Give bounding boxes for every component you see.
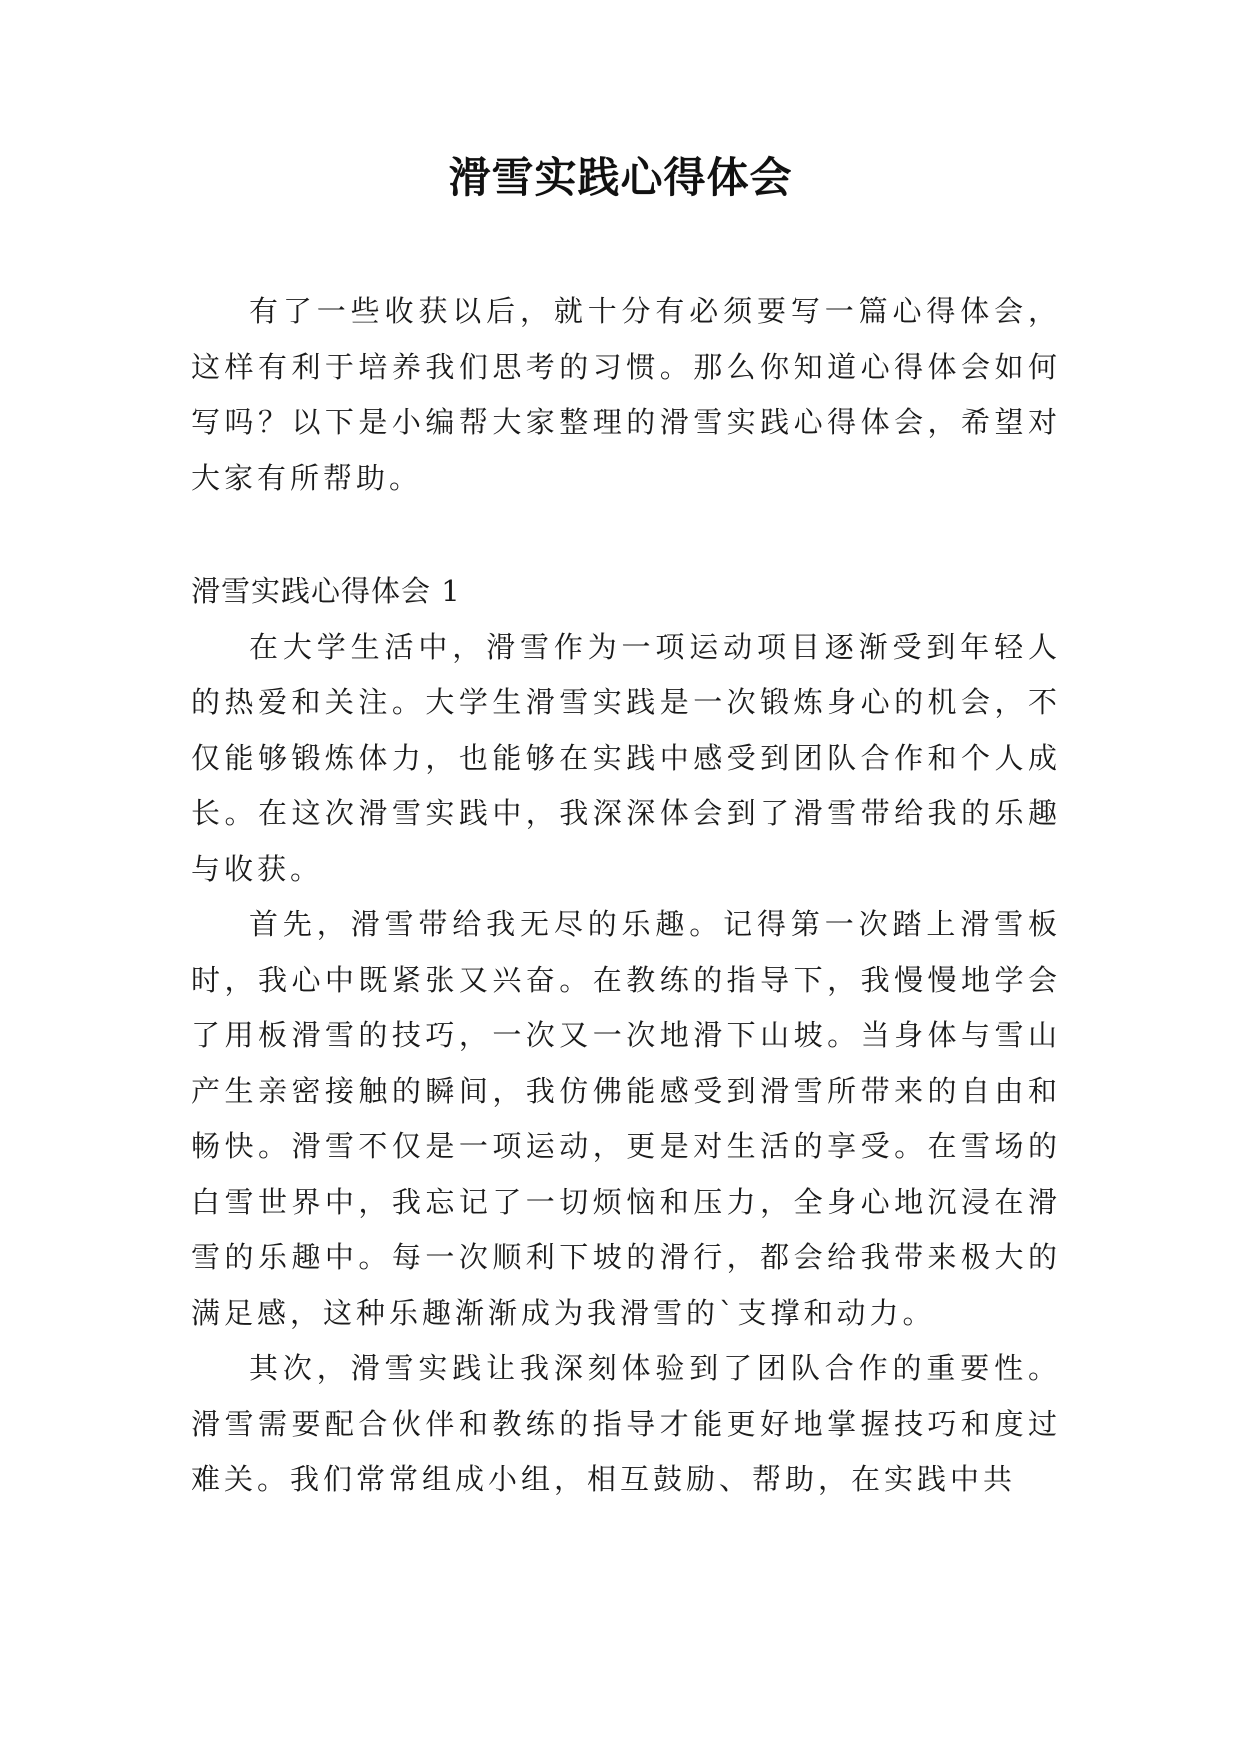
- section-heading: 滑雪实践心得体会 1: [191, 574, 461, 608]
- body-paragraph-3: 其次，滑雪实践让我深刻体验到了团队合作的重要性。滑雪需要配合伙伴和教练的指导才能更好地掌握技巧和度过难关。我们常常组成小组，相互鼓励、帮助，在实践中共: [191, 1351, 1061, 1496]
- body-paragraph-1: 在大学生活中，滑雪作为一项运动项目逐渐受到年轻人的热爱和关注。大学生滑雪实践是一次锻炼身心的机会，不仅能够锻炼体力，也能够在实践中感受到团队合作和个人成长。在这次滑雪实践中，我深深体会到了滑雪带给我的乐趣与收获。: [191, 629, 1061, 886]
- intro-paragraph: 有了一些收获以后，就十分有必须要写一篇心得体会，这样有利于培养我们思考的习惯。那么你知道心得体会如何写吗？以下是小编帮大家整理的滑雪实践心得体会，希望对大家有所帮助。: [191, 294, 1061, 495]
- document-title: 滑雪实践心得体会: [448, 153, 793, 202]
- body-paragraph-2: 首先，滑雪带给我无尽的乐趣。记得第一次踏上滑雪板时，我心中既紧张又兴奋。在教练的指导下，我慢慢地学会了用板滑雪的技巧，一次又一次地滑下山坡。当身体与雪山产生亲密接触的瞬间，我仿佛能感受到滑雪所带来的自由和畅快。滑雪不仅是一项运动，更是对生活的享受。在雪场的白雪世界中，我忘记了一切烦恼和压力，全身心地沉浸在滑雪的乐趣中。每一次顺利下坡的滑行，都会给我带来极大的满足感，这种乐趣渐渐成为我滑雪的`支撑和动力。: [191, 907, 1061, 1330]
- document-body: [191, 284, 1061, 1508]
